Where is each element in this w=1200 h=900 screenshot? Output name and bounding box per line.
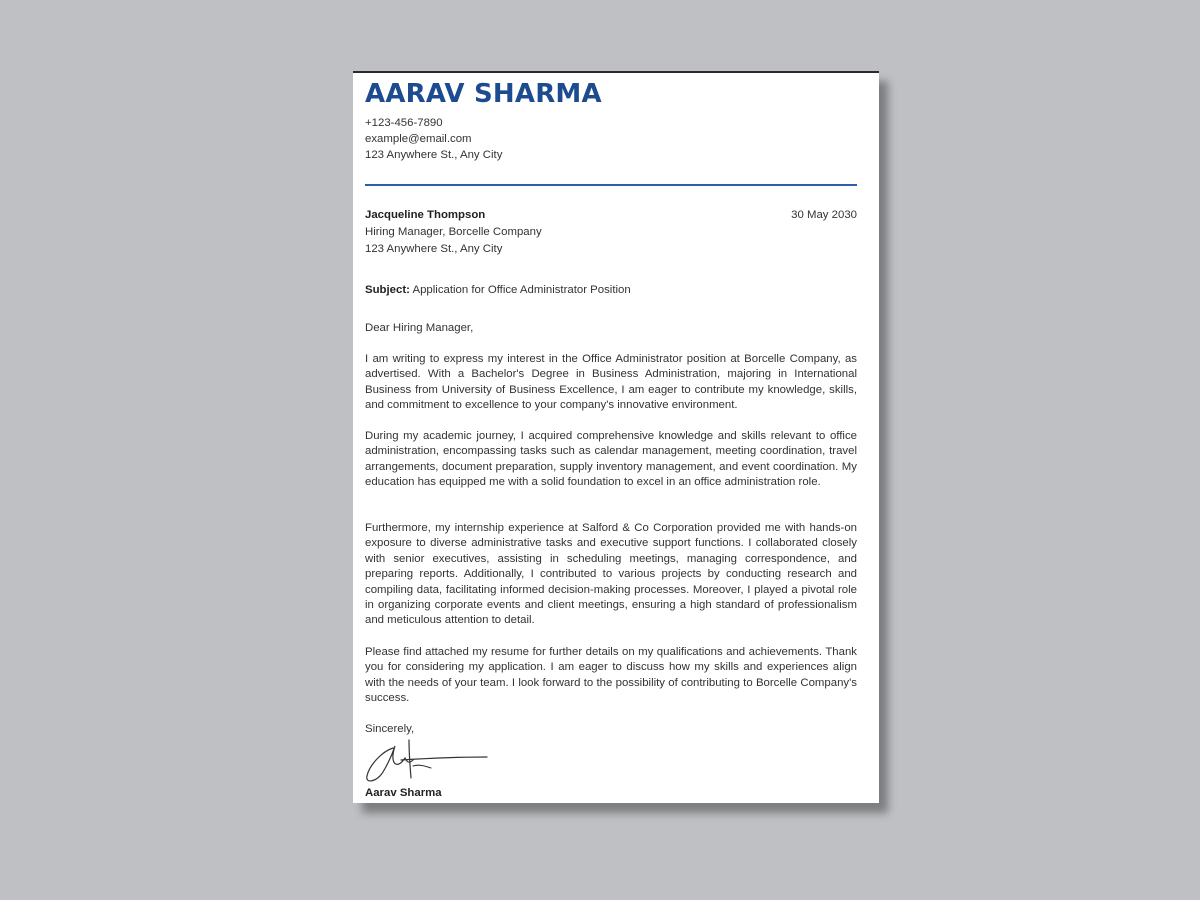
recipient-title: Hiring Manager, Borcelle Company <box>365 226 542 238</box>
sender-phone: +123-456-7890 <box>365 117 443 129</box>
body-paragraph-3: Furthermore, my internship experience at Salford & Co Corporation provided me with hands-on exposure to diverse administrative tasks and executive support functions. I collaborated closely with senior executives, assisting in scheduling meetings, managing correspondence, and preparing reports. Additionally, I contributed to various projects by conducting research and compiling data, facilitating informed decision-making processes. Moreover, I played a pivotal role in organizing corporate events and client meetings, ensuring a high standard of professionalism and meticulous attention to detail. <box>365 522 857 627</box>
letter-page <box>353 71 879 803</box>
sender-email: example@email.com <box>365 133 472 145</box>
body-paragraph-4: Please find attached my resume for further details on my qualifications and achievements. Thank you for considering my application. I am eager to discuss how my skills and experiences align with the needs of your team. I look forward to the possibility of contributing to Borcelle Company's success. <box>365 646 857 705</box>
closing: Sincerely, <box>365 723 415 735</box>
header-divider <box>365 184 857 186</box>
recipient-address: 123 Anywhere St., Any City <box>365 243 503 255</box>
subject-line <box>365 284 631 296</box>
recipient-block <box>365 207 857 258</box>
sender-contact <box>365 115 502 163</box>
signature-icon <box>363 738 493 784</box>
letter-date: 30 May 2030 <box>791 209 857 221</box>
recipient-name: Jacqueline Thompson <box>365 209 486 221</box>
sender-name: AARAV SHARMA <box>365 79 602 109</box>
subject-text: Application for Office Administrator Position <box>412 284 631 296</box>
body-paragraph-1: I am writing to express my interest in the Office Administrator position at Borcelle Company, as advertised. With a Bachelor's Degree in Business Administration, majoring in International Business from University of Business Excellence, I am eager to contribute my knowledge, skills, and commitment to excellence to your company's innovative environment. <box>365 353 857 412</box>
body-paragraph-2: During my academic journey, I acquired comprehensive knowledge and skills relevant to office administration, encompassing tasks such as calendar management, meeting coordination, travel arrangements, document preparation, supply inventory management, and event coordination. My education has equipped me with a solid foundation to excel in an office administration role. <box>365 430 857 489</box>
subject-label: Subject: <box>365 284 410 296</box>
signer-name: Aarav Sharma <box>365 787 442 799</box>
sender-address: 123 Anywhere St., Any City <box>365 149 503 161</box>
greeting: Dear Hiring Manager, <box>365 322 474 334</box>
